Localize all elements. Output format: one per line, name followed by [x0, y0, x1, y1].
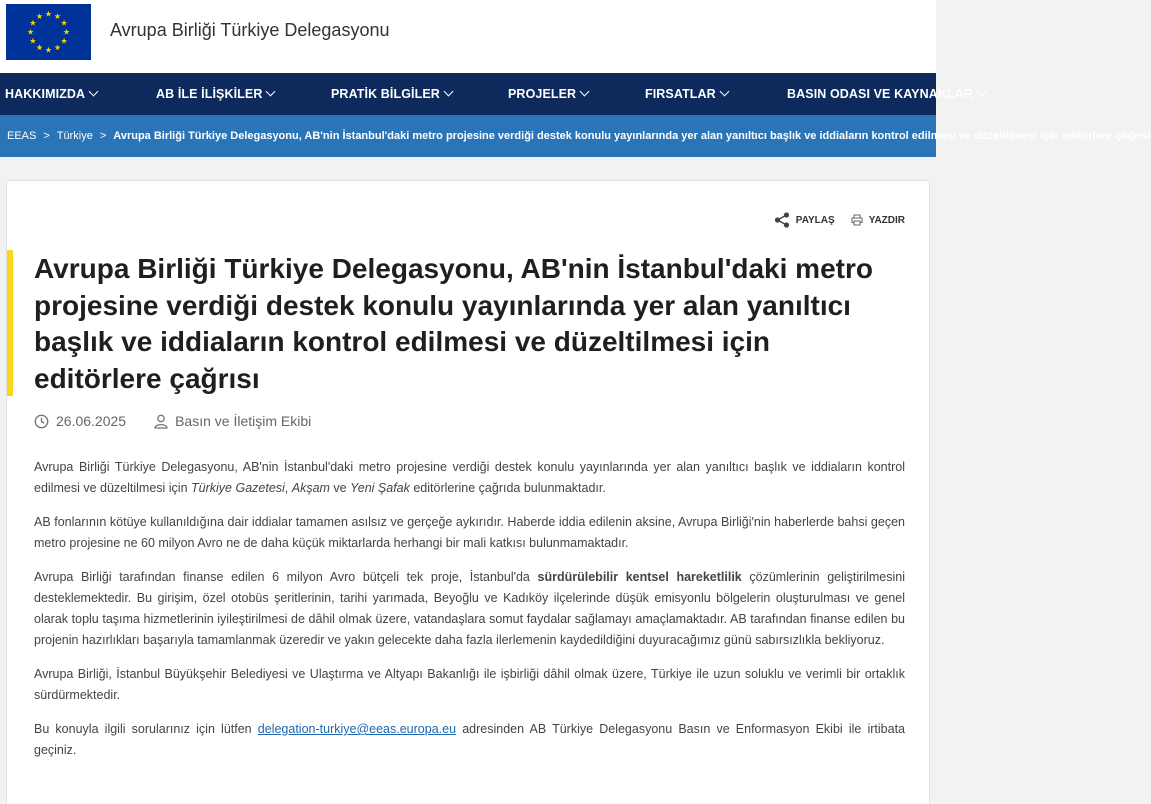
flag-star: [54, 44, 60, 50]
breadcrumb-separator: >: [99, 130, 107, 142]
paragraph-text: Avrupa Birliği tarafından finanse edilen 6 milyon Avro bütçeli tek proje, İstanbul'da: [34, 570, 538, 584]
article-author-text: Basın ve İletişim Ekibi: [175, 413, 312, 429]
paragraph-text: Avrupa Birliği Türkiye Delegasyonu, AB'nin İstanbul'daki metro projesine verdiği destek konulu yayınlarında yer alan yanıltıcı başlık ve iddiaların kontrol edilmesi ve düzeltilmesi için: [34, 460, 905, 495]
nav-item-label: HAKKIMIZDA: [5, 87, 86, 101]
nav-item-label: BASIN ODASI VE KAYNAKLAR: [787, 87, 973, 101]
article-paragraph: Avrupa Birliği, İstanbul Büyükşehir Belediyesi ve Ulaştırma ve Altyapı Bakanlığı ile işbirliği dâhil olmak üzere, Türkiye ile uzun soluklu ve verimli bir ortaklık sürdürmektedir.: [34, 667, 905, 702]
chevron-down-icon: [977, 87, 987, 97]
share-label: PAYLAŞ: [795, 214, 835, 226]
paragraph-text: ve: [329, 481, 351, 495]
flag-star: [61, 38, 67, 44]
chevron-down-icon: [443, 87, 453, 97]
breadcrumb-item-turkiye[interactable]: Türkiye: [56, 130, 93, 142]
eu-flag-stars: [6, 4, 91, 60]
nav-item-label: AB İLE İLİŞKİLER: [156, 87, 263, 101]
newspaper-name: Türkiye Gazetesi: [191, 481, 285, 495]
article-meta: [34, 413, 311, 429]
printer-icon: [851, 214, 863, 226]
chevron-down-icon: [719, 87, 729, 97]
nav-item-ab-ile-iliskiler[interactable]: [156, 73, 274, 115]
nav-item-label: PROJELER: [508, 87, 577, 101]
share-icon: [774, 212, 790, 228]
article-paragraph: [34, 457, 905, 499]
contact-email-link[interactable]: delegation-turkiye@eeas.europa.eu: [257, 722, 457, 736]
article-actions: [758, 212, 905, 228]
flag-star: [30, 38, 36, 44]
nav-item-firsatlar[interactable]: [645, 73, 728, 115]
newspaper-name: Akşam: [291, 481, 330, 495]
nav-item-pratik-bilgiler[interactable]: [331, 73, 452, 115]
newspaper-name: Yeni Şafak: [350, 481, 410, 495]
breadcrumb: [0, 115, 1151, 157]
paragraph-text: ,: [284, 481, 292, 495]
share-button[interactable]: [774, 212, 835, 228]
chevron-down-icon: [266, 87, 276, 97]
article-paragraph: AB fonlarının kötüye kullanıldığına dair iddialar tamamen asılsız ve gerçeğe aykırıdır. Haberde iddia edilenin aksine, Avrupa Birliği'nin haberlerde bahsi geçen metro projesine ne 60 milyon Avro ne de daha küçük miktarlarda herhangi bir mali katkısı bulunmamaktadır.: [34, 515, 905, 550]
breadcrumb-current: Avrupa Birliği Türkiye Delegasyonu, AB'nin İstanbul'daki metro projesine verdiği destek konulu yayınlarında yer alan yanıltıcı başlık ve iddiaların kontrol edilmesi ve düzeltilmesi için editörlere çağrısı: [113, 130, 1151, 142]
flag-star: [36, 44, 42, 50]
emphasis-text: sürdürülebilir kentsel hareketlilik: [537, 570, 742, 584]
breadcrumb-item-eeas[interactable]: EEAS: [7, 130, 37, 142]
article-date-text: 26.06.2025: [56, 413, 127, 429]
paragraph-text: editörlerine çağrıda bulunmaktadır.: [409, 481, 606, 495]
nav-item-projeler[interactable]: [508, 73, 588, 115]
page-title: Avrupa Birliği Türkiye Delegasyonu, AB'nin İstanbul'daki metro projesine verdiği destek konulu yayınlarında yer alan yanıltıcı başlık ve iddiaların kontrol edilmesi ve düzeltilmesi için editörlere çağrısı: [34, 253, 873, 394]
article-card: [6, 180, 930, 804]
flag-star: [61, 20, 67, 26]
paragraph-text: adresinden AB Türkiye Delegasyonu Basın ve Enformasyon Ekibi ile irtibata geçiniz.: [34, 722, 906, 757]
paragraph-text: Bu konuyla ilgili sorularınız için lütfen: [34, 722, 258, 736]
nav-item-basin-odasi[interactable]: [787, 73, 985, 115]
breadcrumb-separator: >: [43, 130, 50, 142]
flag-star: [45, 11, 51, 17]
title-accent-bar: [7, 250, 13, 396]
site-header: [0, 0, 936, 73]
print-label: YAZDIR: [868, 214, 905, 226]
article-paragraph: [34, 719, 905, 761]
print-button[interactable]: [851, 214, 905, 226]
flag-star: [45, 47, 51, 53]
flag-star: [54, 13, 60, 19]
paragraph-text: çözümlerinin geliştirilmesini desteklemektedir. Bu girişim, özel otobüs şeritlerinin, tarihi yarımada, Beyoğlu ve Kadıköy ilçelerinde düşük emisyonlu bölgelerin oluşturulması ve genel olarak toplu taşıma hizmetlerinin iyileştirilmesi de dâhil olmak üzere, vatandaşlara somut faydalar sağlamayı amaçlamaktadır. AB tarafından finanse edilen bu projenin hazırlıkları başarıyla tamamlanmak üzeredir ve yakın gelecekte daha fazla ilerlemenin kaydedildiğini duyuracağımız günü sabırsızlıkla bekliyoruz.: [34, 570, 905, 647]
chevron-down-icon: [580, 87, 590, 97]
flag-star: [63, 29, 69, 35]
nav-item-hakkimizda[interactable]: [5, 73, 97, 115]
chevron-down-icon: [89, 87, 99, 97]
article-paragraph: [34, 567, 905, 651]
clock-icon: [34, 414, 49, 429]
flag-star: [30, 20, 36, 26]
nav-item-label: PRATİK BİLGİLER: [331, 87, 440, 101]
article-date: [34, 413, 126, 429]
flag-star: [27, 29, 33, 35]
nav-item-label: FIRSATLAR: [645, 87, 716, 101]
user-icon: [154, 414, 168, 429]
article-author: [154, 413, 311, 429]
article-body: [34, 457, 905, 774]
eu-flag-icon[interactable]: [6, 4, 91, 60]
main-nav: [0, 73, 973, 115]
site-title[interactable]: Avrupa Birliği Türkiye Delegasyonu: [110, 20, 390, 40]
flag-star: [36, 13, 42, 19]
